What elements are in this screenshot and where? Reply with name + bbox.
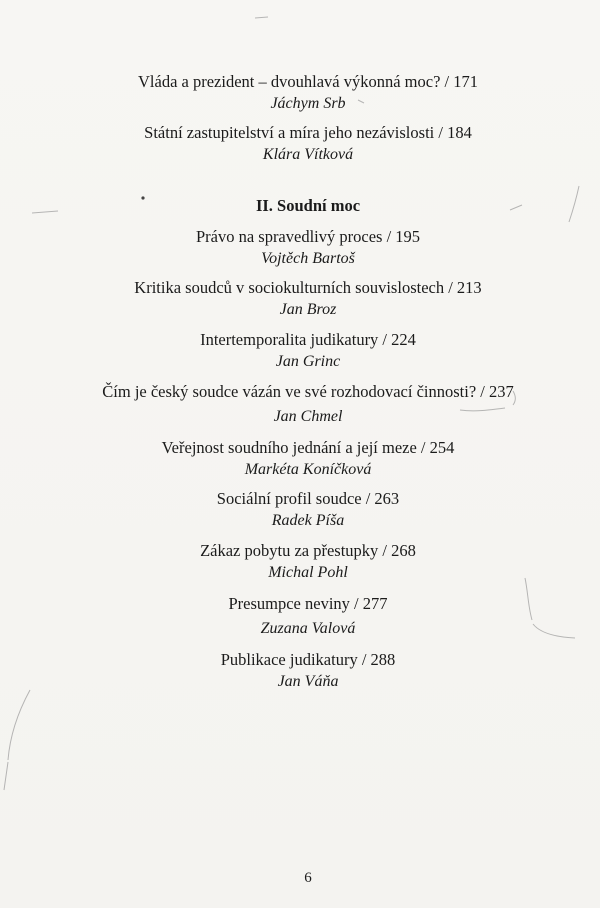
toc-entry-author: Jan Váňa [277,673,339,690]
toc-entry-title: Intertemporalita judikatury / 224 [200,330,416,349]
toc-entry-author: Zuzana Valová [260,620,356,637]
toc-entry-author: Markéta Koníčková [244,461,372,478]
toc-entry-author: Klára Vítková [262,146,354,163]
toc-entry-title: Sociální profil soudce / 263 [216,489,400,508]
toc-entry-title: Veřejnost soudního jednání a její meze / 254 [161,438,455,457]
toc-entry-author: Michal Pohl [268,564,348,581]
toc-entry-author: Jan Chmel [273,408,343,425]
toc-entry-author: Jan Grinc [275,353,341,370]
toc-entry-title: Čím je český soudce vázán ve své rozhodovací činnosti? / 237 [102,382,514,401]
toc-entry-author: Vojtěch Bartoš [261,250,355,267]
toc-entry-title: Zákaz pobytu za přestupky / 268 [200,541,416,560]
section-heading: II. Soudní moc [255,196,361,215]
page-number: 6 [304,870,312,886]
toc-entry-author: Jáchym Srb [270,95,346,112]
toc-entry-title: Publikace judikatury / 288 [220,650,396,669]
toc-entry-title: Presumpce neviny / 277 [228,594,388,613]
toc-entry-title: Kritika soudců v sociokulturních souvislostech / 213 [134,278,482,297]
toc-entry-title: Vláda a prezident – dvouhlavá výkonná moc? / 171 [138,72,478,91]
toc-entry-title: Státní zastupitelství a míra jeho nezávislosti / 184 [144,123,472,142]
toc-entry-author: Jan Broz [279,301,337,318]
toc-entry-author: Radek Píša [271,512,345,529]
toc-entry-title: Právo na spravedlivý proces / 195 [195,227,421,246]
